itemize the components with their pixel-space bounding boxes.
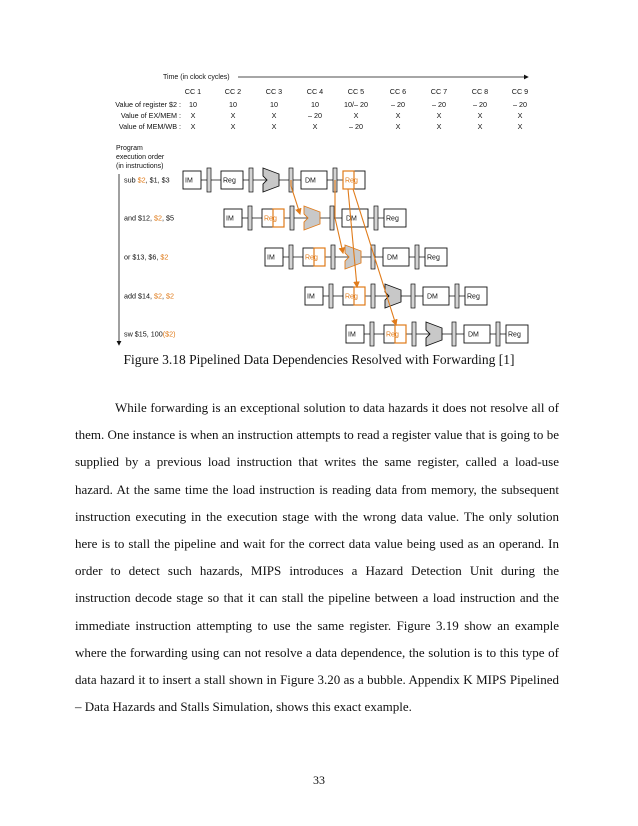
program-order-label: (in instructions) bbox=[116, 163, 164, 170]
clock-cycle-label: CC 3 bbox=[265, 87, 283, 96]
instruction-part: $2 bbox=[160, 252, 169, 262]
instruction-part: add $14, bbox=[124, 291, 154, 301]
im-label: IM bbox=[185, 177, 193, 185]
page-number: 33 bbox=[313, 773, 325, 787]
reg-read-label: Reg bbox=[345, 293, 358, 301]
value-cell: X bbox=[395, 122, 401, 131]
value-row-label: Value of MEM/WB : bbox=[118, 122, 181, 131]
value-cell: X bbox=[190, 111, 196, 120]
pipeline-row bbox=[224, 206, 406, 230]
im-label: IM bbox=[267, 254, 275, 262]
value-cell: X bbox=[230, 122, 236, 131]
reg-read-label: Reg bbox=[223, 177, 236, 185]
dm-label: DM bbox=[346, 215, 357, 223]
clock-cycle-label: CC 6 bbox=[389, 87, 407, 96]
clock-cycle-label: CC 7 bbox=[430, 87, 448, 96]
reg-write-label: Reg bbox=[427, 254, 440, 262]
instruction-label bbox=[124, 176, 170, 185]
pipeline-register bbox=[207, 168, 211, 192]
value-cell: – 20 bbox=[432, 100, 446, 109]
pipeline-register bbox=[290, 206, 294, 230]
time-axis-label: Time (in clock cycles) bbox=[163, 74, 230, 81]
instruction-part: $2 bbox=[153, 213, 162, 223]
pipeline-register bbox=[330, 206, 334, 230]
clock-cycle-label: CC 9 bbox=[511, 87, 529, 96]
instruction-label bbox=[124, 292, 174, 301]
pipeline-register bbox=[455, 284, 459, 308]
value-cell: X bbox=[230, 111, 236, 120]
value-cell: 10 bbox=[311, 100, 319, 109]
instruction-part: , $1, $3 bbox=[145, 175, 170, 185]
pipeline-register bbox=[289, 245, 293, 269]
reg-write-label: Reg bbox=[345, 177, 358, 185]
value-cell: – 20 bbox=[308, 111, 322, 120]
value-row-label: Value of EX/MEM : bbox=[120, 111, 181, 120]
pipeline-register bbox=[412, 322, 416, 346]
instruction-part: $2 bbox=[153, 291, 162, 301]
body-paragraph bbox=[75, 394, 559, 720]
clock-cycle-label: CC 8 bbox=[471, 87, 489, 96]
pipeline-register bbox=[496, 322, 500, 346]
value-cell: X bbox=[271, 122, 277, 131]
instruction-part: or $13, $6, bbox=[124, 252, 161, 262]
forward-wb-to-add bbox=[348, 189, 357, 287]
value-cell: 10/– 20 bbox=[344, 100, 368, 109]
reg-write-label: Reg bbox=[386, 215, 399, 223]
paragraph-text: While forwarding is an exceptional solution to data hazards it does not resolve all of them. One instance is when an instruction attempts to read a register value that is going to be supplied by a previous load instruction that writes the same register, called a load-use hazard. At the same time the load instruction is reading data from memory, the subsequent instruction executing in the execution stage with the wrong data value. The only solution here is to stall the pipeline and wait for the correct data value being used as an operand. In order to detect such hazards, MIPS introduces a Hazard Detection Unit during the instruction decode stage so that it can stall the pipeline between a load instruction and the immediate instruction attempting to use the same register. Figure 3.19 show an example where the forwarding using can not resolve a data dependence, the solution is to this type of data hazard it to insert a stall shown in Figure 3.20 as a bubble. Appendix K MIPS Pipelined – Data Hazards and Stalls Simulation, shows this exact example. bbox=[75, 400, 559, 715]
pipeline-row bbox=[305, 284, 487, 308]
value-cell: X bbox=[395, 111, 401, 120]
reg-write-label: Reg bbox=[467, 293, 480, 301]
value-cell: X bbox=[477, 111, 483, 120]
instruction-part: $2 bbox=[137, 175, 146, 185]
pipeline-register bbox=[371, 284, 375, 308]
reg-read-label: Reg bbox=[386, 331, 399, 339]
value-cell: X bbox=[477, 122, 483, 131]
reg-read-label: Reg bbox=[264, 215, 277, 223]
instruction-part: $2 bbox=[165, 291, 174, 301]
pipeline-row bbox=[183, 168, 365, 192]
value-cell: 10 bbox=[270, 100, 278, 109]
value-cell: X bbox=[517, 111, 523, 120]
reg-write-label: Reg bbox=[508, 331, 521, 339]
pipeline-register bbox=[415, 245, 419, 269]
dm-label: DM bbox=[427, 293, 438, 301]
figure-caption: Figure 3.18 Pipelined Data Dependencies Resolved with Forwarding [1] bbox=[123, 352, 515, 367]
instruction-label bbox=[124, 253, 168, 262]
value-cell: X bbox=[517, 122, 523, 131]
im-label: IM bbox=[307, 293, 315, 301]
pipeline-register bbox=[249, 168, 253, 192]
value-cell: 10 bbox=[229, 100, 237, 109]
value-cell: – 20 bbox=[473, 100, 487, 109]
clock-cycle-label: CC 4 bbox=[306, 87, 324, 96]
pipeline-register bbox=[331, 245, 335, 269]
pipeline-forwarding-figure bbox=[0, 0, 638, 350]
pipeline-row bbox=[346, 322, 528, 346]
value-cell: 10 bbox=[189, 100, 197, 109]
instruction-part: , $5 bbox=[161, 213, 174, 223]
dm-label: DM bbox=[387, 254, 398, 262]
value-cell: – 20 bbox=[349, 122, 363, 131]
instruction-part: and $12, bbox=[124, 213, 154, 223]
clock-cycle-label: CC 2 bbox=[224, 87, 242, 96]
instruction-part: sw $15, 100 bbox=[124, 329, 163, 339]
value-cell: X bbox=[436, 111, 442, 120]
clock-cycle-label: CC 5 bbox=[347, 87, 365, 96]
instruction-part: sub bbox=[124, 175, 138, 185]
value-cell: X bbox=[312, 122, 318, 131]
instruction-label bbox=[124, 330, 176, 339]
value-cell: – 20 bbox=[513, 100, 527, 109]
im-label: IM bbox=[348, 331, 356, 339]
value-cell: X bbox=[353, 111, 359, 120]
pipeline-register bbox=[329, 284, 333, 308]
pipeline-register bbox=[452, 322, 456, 346]
pipeline-row bbox=[265, 245, 447, 269]
clock-cycle-label: CC 1 bbox=[184, 87, 202, 96]
instruction-part: ($2) bbox=[162, 329, 176, 339]
pipeline-register bbox=[411, 284, 415, 308]
program-order-label: execution order bbox=[116, 154, 165, 161]
reg-read-label: Reg bbox=[305, 254, 318, 262]
value-row-label: Value of register $2 : bbox=[115, 100, 181, 109]
value-cell: X bbox=[436, 122, 442, 131]
im-label: IM bbox=[226, 215, 234, 223]
pipeline-register bbox=[248, 206, 252, 230]
dm-label: DM bbox=[305, 177, 316, 185]
pipeline-register bbox=[370, 322, 374, 346]
program-order-label: Program bbox=[116, 145, 143, 152]
value-cell: X bbox=[190, 122, 196, 131]
value-cell: X bbox=[271, 111, 277, 120]
dm-label: DM bbox=[468, 331, 479, 339]
pipeline-register bbox=[374, 206, 378, 230]
value-cell: – 20 bbox=[391, 100, 405, 109]
instruction-part: , bbox=[161, 291, 166, 301]
instruction-label bbox=[124, 214, 174, 223]
